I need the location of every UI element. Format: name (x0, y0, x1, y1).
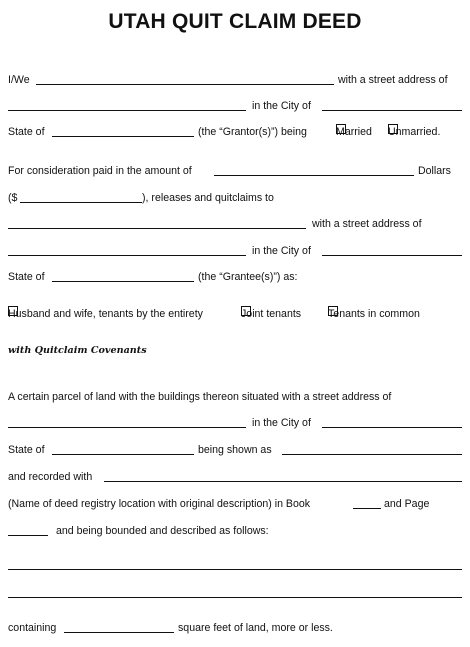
parcel-state-line (8, 442, 464, 458)
page-field[interactable] (8, 535, 48, 536)
grantee-name-field[interactable] (8, 228, 306, 229)
grantee-name-line (8, 216, 464, 232)
grantee-address-line (8, 243, 464, 259)
parcel-city-field[interactable] (322, 427, 462, 428)
square-feet-field[interactable] (64, 632, 174, 633)
grantee-state-line (8, 269, 464, 285)
label-bounded: and being bounded and described as follows: (56, 525, 269, 537)
label-grantor: (the “Grantor(s)”) being (198, 126, 307, 138)
shown-as-field[interactable] (282, 454, 462, 455)
label-married: Married (336, 126, 372, 138)
label-recorded-with: and recorded with (8, 471, 93, 483)
consideration-line (8, 163, 464, 179)
label-registry: (Name of deed registry location with original description) in Book (8, 498, 311, 510)
description-line-2[interactable] (8, 597, 462, 598)
label-dollar-open: ($ (8, 192, 18, 204)
label-unmarried: Unmarried. (388, 126, 441, 138)
label-tenants-entirety: Husband and wife, tenants by the entirety (8, 308, 203, 320)
label-releases: ), releases and quitclaims to (142, 192, 274, 204)
label-parcel-city: in the City of (252, 417, 311, 429)
parcel-state-field[interactable] (52, 454, 194, 455)
square-feet-line (8, 620, 464, 636)
grantor-state-line (8, 124, 464, 140)
parcel-address-line (8, 415, 464, 431)
document-title: UTAH QUIT CLAIM DEED (108, 10, 362, 33)
recorded-with-field[interactable] (104, 481, 462, 482)
label-state: State of (8, 126, 45, 138)
grantor-name-field[interactable] (36, 84, 334, 85)
label-iwe: I/We (8, 74, 30, 86)
label-and-page: and Page (384, 498, 430, 510)
grantor-street-field[interactable] (8, 110, 246, 111)
bounded-description-line (8, 523, 464, 539)
label-city: in the City of (252, 100, 311, 112)
label-street-address: with a street address of (338, 74, 448, 86)
grantee-city-field[interactable] (322, 255, 462, 256)
consideration-amount-field[interactable] (20, 202, 142, 203)
label-grantee: (the “Grantee(s)”) as: (198, 271, 298, 283)
label-grantee-state: State of (8, 271, 45, 283)
grantor-name-line (8, 72, 464, 88)
grantee-state-field[interactable] (52, 281, 194, 282)
label-containing: containing (8, 622, 57, 634)
label-shown-as: being shown as (198, 444, 272, 456)
parcel-street-field[interactable] (8, 427, 246, 428)
label-grantee-street: with a street address of (312, 218, 422, 230)
releases-line (8, 190, 464, 206)
label-grantee-city: in the City of (252, 245, 311, 257)
recorded-with-line (8, 469, 464, 485)
label-square-feet: square feet of land, more or less. (178, 622, 333, 634)
grantor-city-field[interactable] (322, 110, 462, 111)
grantor-state-field[interactable] (52, 136, 194, 137)
grantor-address-line (8, 98, 464, 114)
registry-book-line (8, 496, 464, 512)
grantee-street-field[interactable] (8, 255, 246, 256)
quitclaim-covenants-heading: with Quitclaim Covenants (8, 345, 147, 356)
label-tenants-common: Tenants in common (328, 308, 420, 320)
description-line-1[interactable] (8, 569, 462, 570)
tenancy-options-line (8, 306, 464, 322)
book-field[interactable] (353, 508, 381, 509)
label-consideration: For consideration paid in the amount of (8, 165, 192, 177)
label-parcel: A certain parcel of land with the buildings thereon situated with a street address of (8, 391, 392, 403)
label-joint-tenants: Joint tenants (241, 308, 302, 320)
parcel-description-line (8, 389, 464, 405)
consideration-words-field[interactable] (214, 175, 414, 176)
label-parcel-state: State of (8, 444, 45, 456)
label-dollars: Dollars (418, 165, 451, 177)
